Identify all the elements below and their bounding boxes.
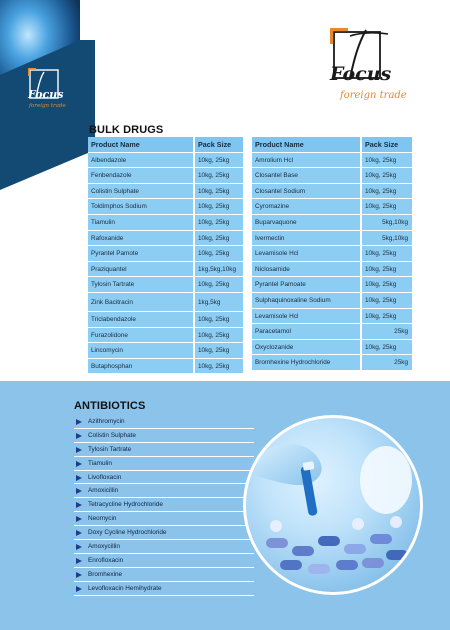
bullet-arrow-icon — [76, 475, 82, 481]
bullet-arrow-icon — [76, 419, 82, 425]
product-name: Tylosin Tartrate — [88, 277, 193, 292]
product-name: Rafoxanide — [88, 231, 193, 246]
pack-size: 1kg,5kg,10kg — [193, 262, 243, 277]
list-item-label: Levofloxacin Hemihydrate — [88, 584, 162, 592]
product-name: Pyrantel Pamote — [88, 246, 193, 261]
table-row — [88, 312, 243, 328]
list-item — [74, 582, 254, 596]
list-item-label: Bromhexine — [88, 570, 123, 578]
header-pack-size: Pack Size — [360, 137, 412, 152]
pack-size: 10kg, 25kg — [360, 246, 412, 261]
list-item — [74, 429, 254, 443]
pack-size: 10kg, 25kg — [193, 343, 243, 358]
pack-size: 10kg, 25kg — [360, 293, 412, 308]
product-name: Levamisole Hcl — [252, 246, 360, 261]
product-name: Praziquantel — [88, 262, 193, 277]
product-name: Cyromazine — [252, 199, 360, 214]
product-name: Zink Bacitracin — [88, 293, 193, 311]
list-item-label: Tiamulin — [88, 459, 112, 467]
list-item-label: Amoxicillin — [88, 487, 119, 495]
bullet-arrow-icon — [76, 461, 82, 467]
pack-size: 10kg, 25kg — [360, 340, 412, 355]
list-item — [74, 457, 254, 471]
product-name: Sulphaquinoxaline Sodium — [252, 293, 360, 308]
pack-size: 10kg, 25kg — [360, 168, 412, 183]
table-row — [88, 199, 243, 215]
list-item-label: Azithromycin — [88, 418, 125, 425]
table-row — [88, 262, 243, 278]
table-row — [252, 246, 412, 262]
pack-size: 25kg — [360, 355, 412, 370]
focus-logo-icon — [22, 68, 72, 110]
table-row — [252, 262, 412, 278]
bulk-drugs-title: BULK DRUGS — [89, 124, 164, 136]
list-item-label: Colistin Sulphate — [88, 431, 136, 439]
bullet-arrow-icon — [76, 558, 82, 564]
product-name: Closantel Base — [252, 168, 360, 183]
list-item — [74, 498, 254, 512]
product-name: Pyrantel Pamoate — [252, 277, 360, 292]
table-row — [252, 355, 412, 371]
list-item-label: Tylosin Tartrate — [88, 445, 132, 453]
lab-pills-illustration-icon — [246, 418, 420, 592]
pack-size: 10kg, 25kg — [193, 359, 243, 374]
table-row — [252, 340, 412, 356]
list-item — [74, 512, 254, 526]
list-item-label: Enrofloxacin — [88, 556, 124, 564]
product-name: Buparvaquone — [252, 215, 360, 230]
product-name: Bromhexine Hydrochloride — [252, 355, 360, 370]
pack-size: 10kg, 25kg — [193, 277, 243, 292]
list-item — [74, 540, 254, 554]
pack-size: 10kg, 25kg — [193, 328, 243, 343]
bulk-drugs-table-right — [252, 137, 412, 371]
list-item-label: Doxy Cycline Hydrochloride — [88, 529, 167, 537]
bullet-arrow-icon — [76, 530, 82, 536]
pack-size: 10kg, 25kg — [193, 215, 243, 230]
product-name: Closantel Sodium — [252, 184, 360, 199]
table-row — [88, 359, 243, 375]
bullet-arrow-icon — [76, 586, 82, 592]
list-item-label: Amoxycillin — [88, 543, 120, 551]
table-header — [88, 137, 243, 153]
table-row — [252, 293, 412, 309]
pack-size: 5kg,10kg — [360, 215, 412, 230]
table-row — [252, 153, 412, 169]
bullet-arrow-icon — [76, 516, 82, 522]
product-name: Ivermectin — [252, 231, 360, 246]
table-row — [88, 277, 243, 293]
table-row — [88, 328, 243, 344]
table-header — [252, 137, 412, 153]
table-row — [252, 184, 412, 200]
antibiotics-title: ANTIBIOTICS — [74, 400, 146, 412]
product-name: Amrolium Hcl — [252, 153, 360, 168]
logo-tagline-small: foreign trade — [29, 103, 66, 109]
table-row — [252, 168, 412, 184]
pack-size: 10kg, 25kg — [360, 184, 412, 199]
pack-size: 10kg, 25kg — [193, 153, 243, 168]
list-item-label: Neomycin — [88, 515, 117, 523]
pack-size: 10kg, 25kg — [360, 153, 412, 168]
bullet-arrow-icon — [76, 488, 82, 494]
table-row — [88, 215, 243, 231]
pack-size: 1kg,5kg — [193, 293, 243, 311]
list-item-label: Tetracycline Hydrochloride — [88, 501, 163, 509]
product-name: Oxyclozanide — [252, 340, 360, 355]
pack-size: 25kg — [360, 324, 412, 339]
pack-size: 10kg, 25kg — [193, 199, 243, 214]
logo-word-large: Focus — [330, 63, 392, 85]
product-name: Fenbendazole — [88, 168, 193, 183]
lab-photo-circle — [243, 415, 423, 595]
list-item — [74, 471, 254, 485]
product-name: Albendazole — [88, 153, 193, 168]
brand-logo-large — [326, 26, 422, 108]
pack-size: 10kg, 25kg — [360, 309, 412, 324]
table-row — [252, 277, 412, 293]
table-row — [252, 199, 412, 215]
pack-size: 10kg, 25kg — [193, 184, 243, 199]
pack-size: 10kg, 25kg — [360, 262, 412, 277]
table-row — [88, 153, 243, 169]
pack-size: 10kg, 25kg — [193, 168, 243, 183]
bulk-drugs-table-left — [88, 137, 243, 374]
header-pack-size: Pack Size — [193, 137, 243, 152]
product-name: Niclosamide — [252, 262, 360, 277]
header-product-name: Product Name — [252, 137, 360, 152]
list-item-label: Livofloxacin — [88, 473, 122, 481]
table-row — [88, 343, 243, 359]
product-name: Lincomycin — [88, 343, 193, 358]
table-row — [88, 246, 243, 262]
list-item — [74, 484, 254, 498]
bullet-arrow-icon — [76, 502, 82, 508]
bullet-arrow-icon — [76, 572, 82, 578]
product-name: Tiamulin — [88, 215, 193, 230]
product-name: Colistin Sulphate — [88, 184, 193, 199]
logo-word-small: Focus — [28, 88, 64, 101]
list-item — [74, 415, 254, 429]
table-row — [88, 184, 243, 200]
antibiotics-list — [74, 415, 254, 596]
product-name: Butaphosphan — [88, 359, 193, 374]
table-row — [252, 231, 412, 247]
pack-size: 10kg, 25kg — [360, 199, 412, 214]
pack-size: 10kg, 25kg — [193, 246, 243, 261]
list-item — [74, 554, 254, 568]
pack-size: 5kg,10kg — [360, 231, 412, 246]
table-row — [252, 215, 412, 231]
product-name: Levamisole Hcl — [252, 309, 360, 324]
pack-size: 10kg, 25kg — [193, 231, 243, 246]
list-item — [74, 568, 254, 582]
bullet-arrow-icon — [76, 433, 82, 439]
pack-size: 10kg, 25kg — [193, 312, 243, 327]
focus-logo-large-icon — [326, 26, 422, 108]
table-row — [88, 293, 243, 312]
table-row — [88, 168, 243, 184]
brand-logo-small — [22, 68, 72, 110]
product-name: Toldimphos Sodium — [88, 199, 193, 214]
product-name: Triclabendazole — [88, 312, 193, 327]
list-item — [74, 443, 254, 457]
logo-tagline-large: foreign trade — [340, 90, 407, 101]
pack-size: 10kg, 25kg — [360, 277, 412, 292]
table-row — [252, 309, 412, 325]
product-name: Furazolidone — [88, 328, 193, 343]
table-row — [252, 324, 412, 340]
bullet-arrow-icon — [76, 447, 82, 453]
list-item — [74, 526, 254, 540]
header-product-name: Product Name — [88, 137, 193, 152]
table-row — [88, 231, 243, 247]
bullet-arrow-icon — [76, 544, 82, 550]
product-name: Paracetamol — [252, 324, 360, 339]
